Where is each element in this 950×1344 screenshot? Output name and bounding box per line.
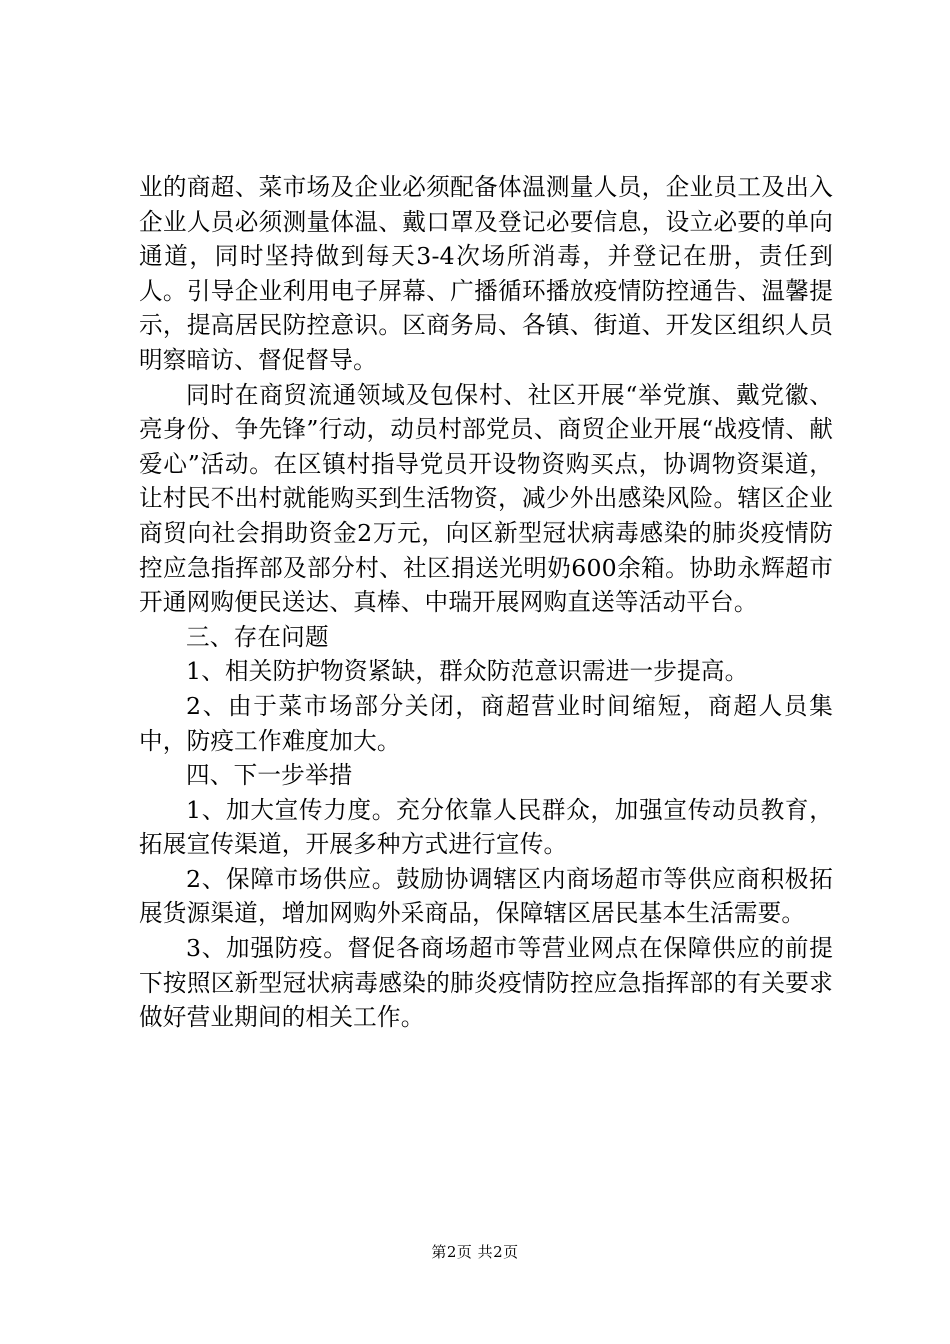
section-heading-next-steps: 四、下一步举措: [186, 761, 353, 790]
paragraph-continuation: 业的商超、菜市场及企业必须配备体温测量人员，企业员工及出入企业人员必须测量体温、戴口罩及登记必要信息，设立必要的单向通道，同时坚持做到每天3-4次场所消毒，并登记在册，责任到人。引导企业利用电子屏幕、广播循环播放疫情防控通告、温馨提示，提高居民防控意识。区商务局、各镇、街道、开发区组织人员明察暗访、督促督导。: [139, 173, 833, 374]
problem-item-1: 1、相关防护物资紧缺，群众防范意识需进一步提高。: [186, 657, 749, 686]
measure-item-2: 2、保障市场供应。鼓励协调辖区内商场超市等供应商积极拓展货源渠道，增加网购外采商品，保障辖区居民基本生活需要。: [139, 864, 833, 928]
document-body: [139, 170, 833, 1035]
section-heading-problems: 三、存在问题: [186, 622, 329, 651]
problem-item-2: 2、由于菜市场部分关闭，商超营业时间缩短，商超人员集中，防疫工作难度加大。: [139, 691, 833, 755]
page-footer: 第2页 共2页: [431, 1243, 519, 1261]
paragraph-party-actions: 同时在商贸流通领域及包保村、社区开展“举党旗、戴党徽、亮身份、争先锋”行动，动员村部党员、商贸企业开展“战疫情、献爱心”活动。在区镇村指导党员开设物资购买点，协调物资渠道，让村民不出村就能购买到生活物资，减少外出感染风险。辖区企业商贸向社会捐助资金2万元，向区新型冠状病毒感染的肺炎疫情防控应急指挥部及部分村、社区捐送光明奶600余箱。协助永辉超市开通网购便民送达、真棒、中瑞开展网购直送等活动平台。: [139, 380, 833, 617]
measure-item-1: 1、加大宣传力度。充分依靠人民群众，加强宣传动员教育，拓展宣传渠道，开展多种方式进行宣传。: [139, 795, 833, 859]
measure-item-3: 3、加强防疫。督促各商场超市等营业网点在保障供应的前提下按照区新型冠状病毒感染的肺炎疫情防控应急指挥部的有关要求做好营业期间的相关工作。: [139, 934, 833, 1032]
